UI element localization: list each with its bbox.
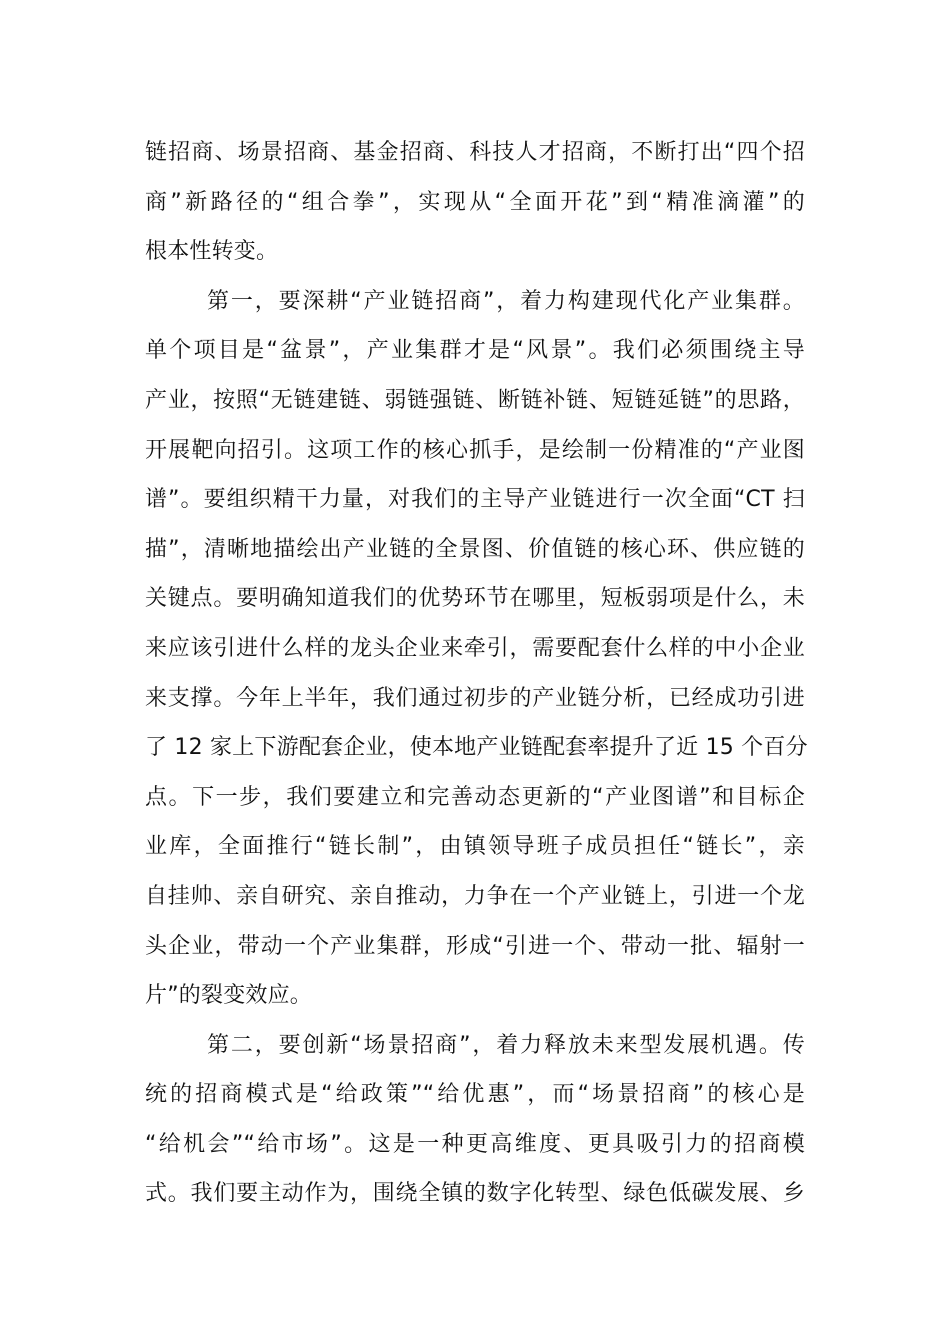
text-line-2: 商”新路径的“组合拳”，实现从“全面开花”到“精准滴灌”的 (145, 189, 805, 215)
text-line-16: 自挂帅、亲自研究、亲自推动，力争在一个产业链上，引进一个龙 (145, 883, 805, 909)
text-line-8: 谱”。要组织精干力量，对我们的主导产业链进行一次全面“CT 扫 (145, 487, 805, 513)
text-line-15: 业库，全面推行“链长制”，由镇领导班子成员担任“链长”，亲 (145, 834, 805, 860)
text-line-9: 描”，清晰地描绘出产业链的全景图、价值链的核心环、供应链的 (145, 536, 805, 562)
text-line-1: 链招商、场景招商、基金招商、科技人才招商，不断打出“四个招 (145, 140, 805, 165)
paragraph-heading-2: 第二，要创新“场景招商”，着力释放未来型发展机遇。传 (207, 1032, 805, 1058)
text-line-12: 来支撑。今年上半年，我们通过初步的产业链分析，已经成功引进 (145, 685, 805, 711)
text-line-6: 产业，按照“无链建链、弱链强链、断链补链、短链延链”的思路， (145, 387, 805, 413)
text-line-3: 根本性转变。 (145, 239, 279, 265)
text-line-13: 了 12 家上下游配套企业，使本地产业链配套率提升了近 15 个百分 (145, 735, 808, 761)
text-line-22: 式。我们要主动作为，围绕全镇的数字化转型、绿色低碳发展、乡 (145, 1181, 805, 1207)
body-text (145, 128, 808, 1219)
text-line-11: 来应该引进什么样的龙头企业来牵引，需要配套什么样的中小企业 (145, 635, 805, 661)
paragraph-heading-1: 第一，要深耕“产业链招商”，着力构建现代化产业集群。 (207, 288, 805, 314)
text-line-7: 开展靶向招引。这项工作的核心抓手，是绘制一份精准的“产业图 (145, 437, 805, 463)
text-line-14: 点。下一步，我们要建立和完善动态更新的“产业图谱”和目标企 (145, 784, 805, 810)
text-line-5: 单个项目是“盆景”，产业集群才是“风景”。我们必须围绕主导 (145, 338, 805, 364)
text-line-10: 关键点。要明确知道我们的优势环节在哪里，短板弱项是什么，未 (145, 586, 805, 612)
text-line-17: 头企业，带动一个产业集群，形成“引进一个、带动一批、辐射一 (145, 933, 805, 959)
text-line-18: 片”的裂变效应。 (145, 983, 312, 1009)
text-line-20: 统的招商模式是“给政策”“给优惠”，而“场景招商”的核心是 (145, 1082, 805, 1108)
text-line-21: “给机会”“给市场”。这是一种更高维度、更具吸引力的招商模 (145, 1131, 805, 1157)
